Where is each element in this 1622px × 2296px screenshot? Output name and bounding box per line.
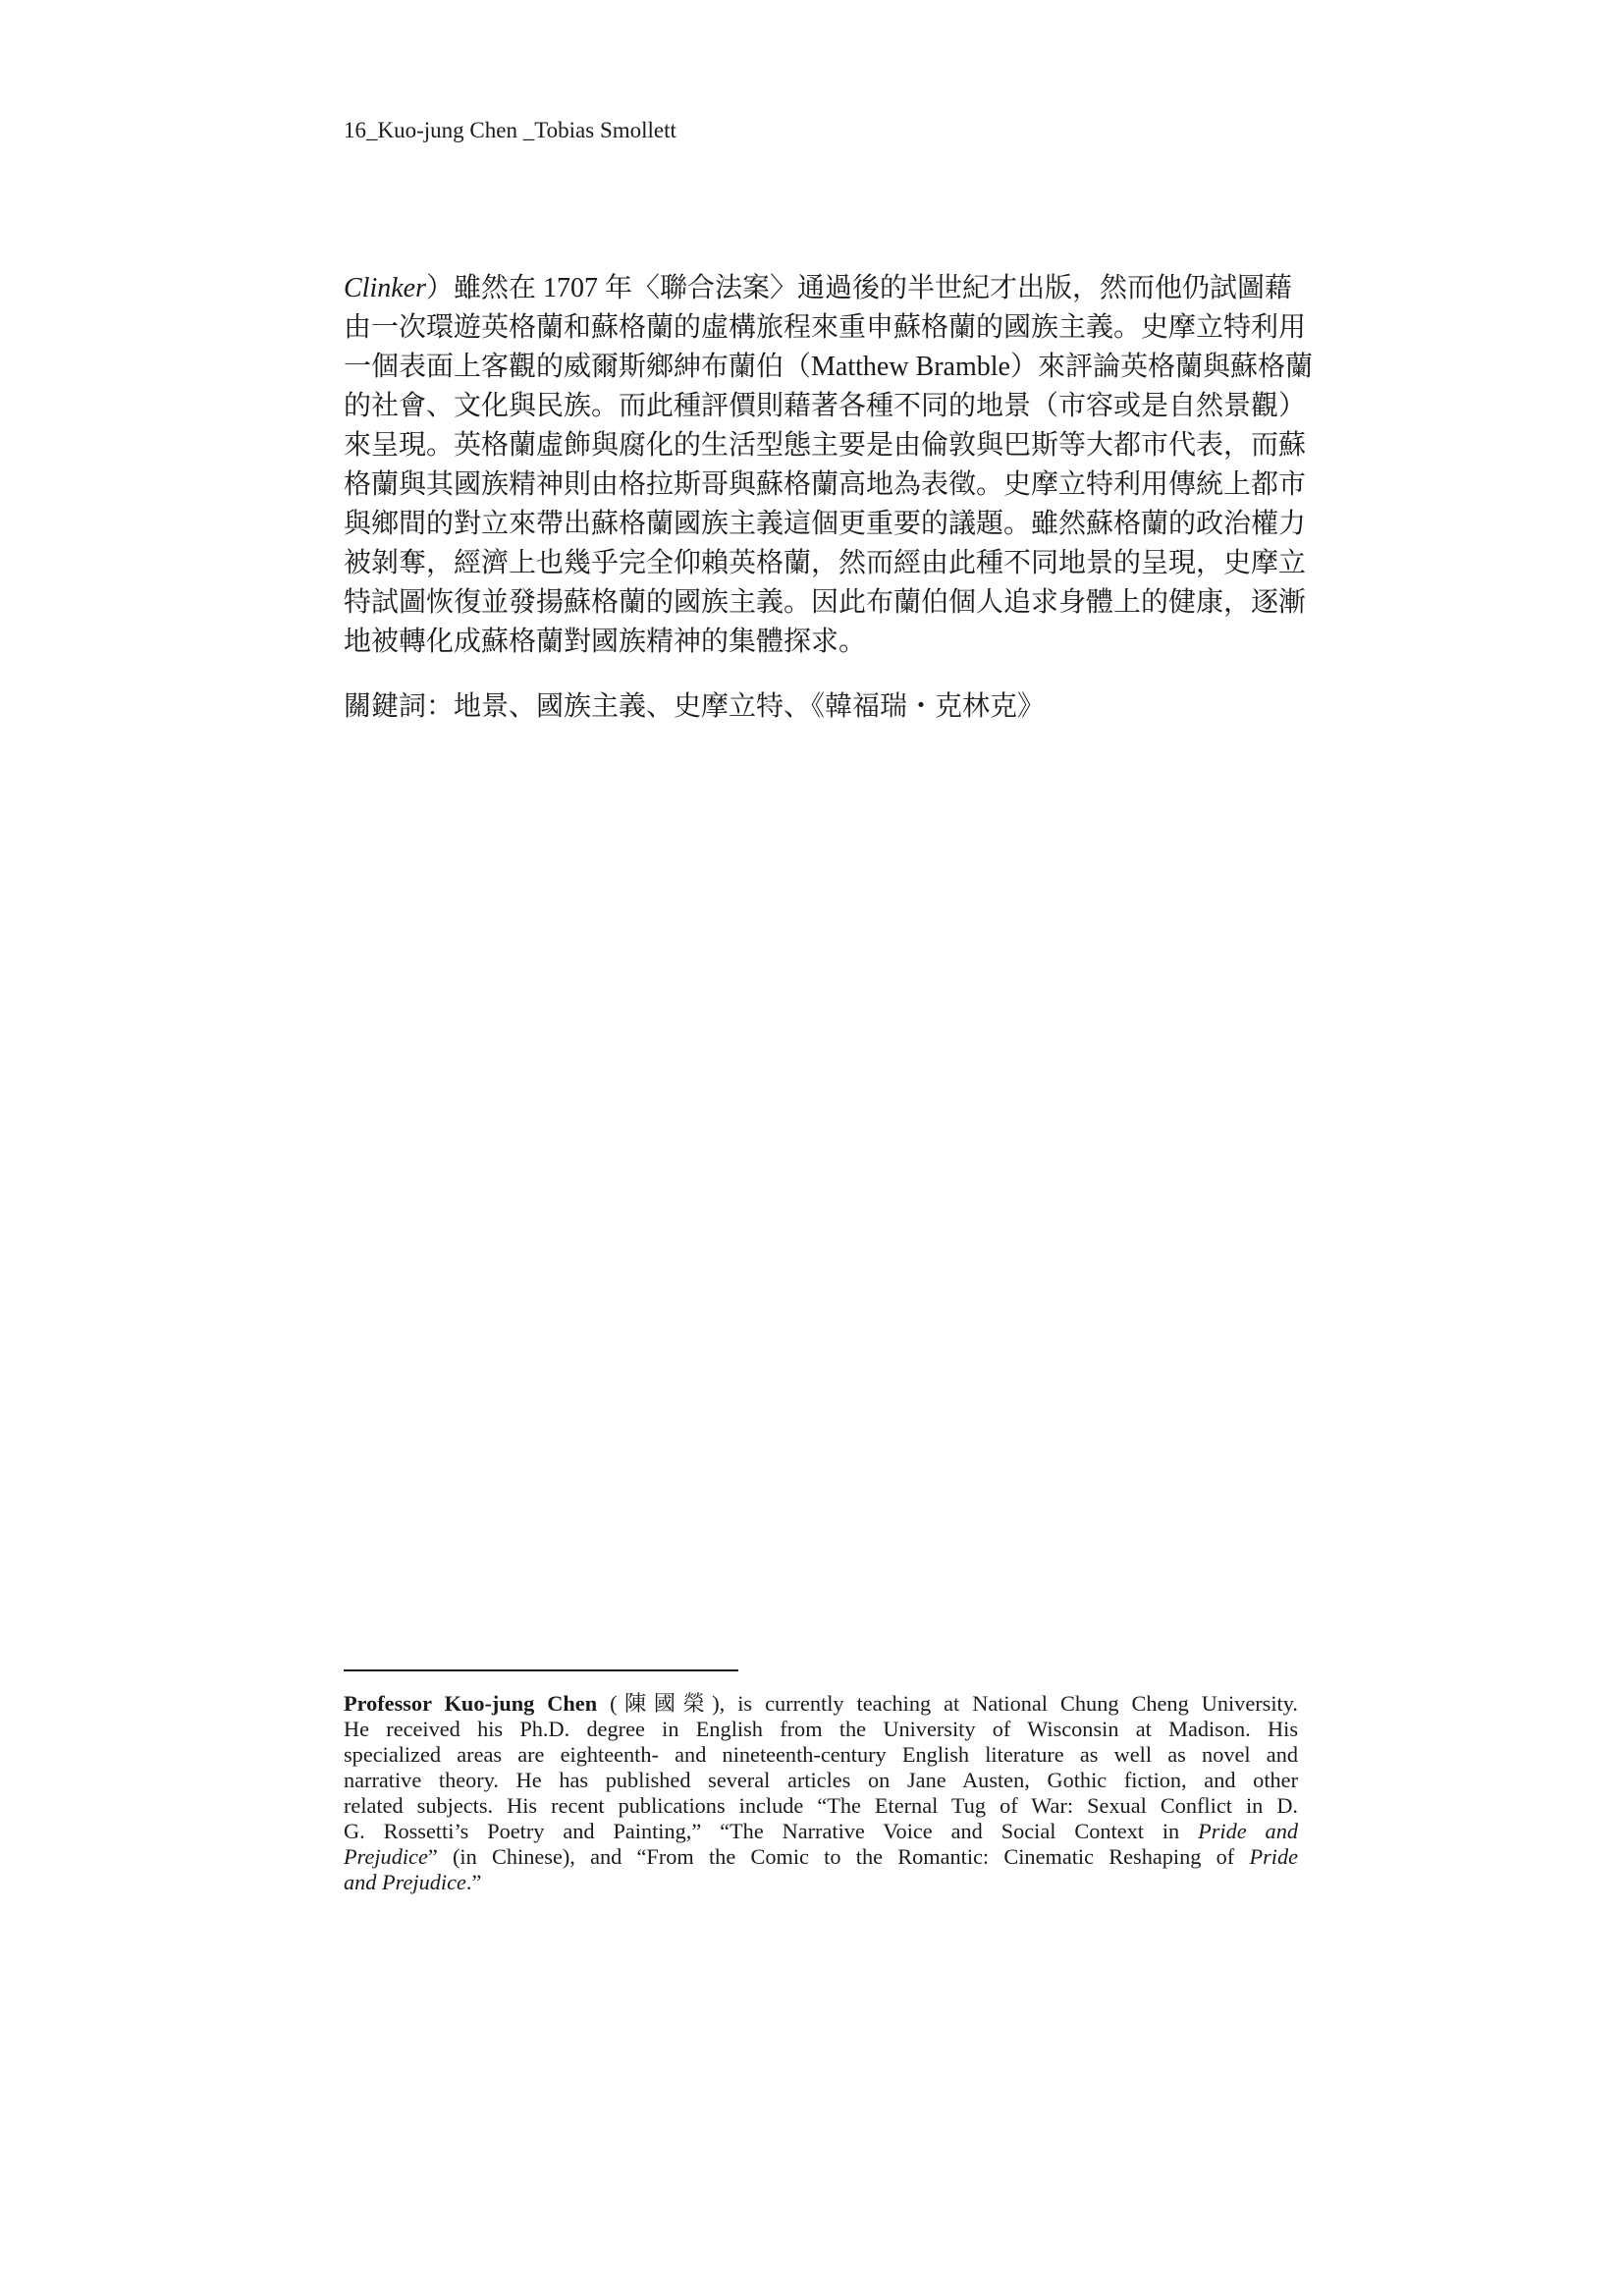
abstract-line-5: 來呈現。英格蘭虛飾與腐化的生活型態主要是由倫敦與巴斯等大都市代表，而蘇	[344, 430, 1307, 461]
footnote-divider	[344, 1669, 738, 1671]
footnote-line-7: Prejudice” (in Chinese), and “From the Comic to the Romantic: Cinematic Reshaping of Pride	[344, 1844, 1298, 1869]
abstract-line-8: 被剝奪，經濟上也幾乎完全仰賴英格蘭，然而經由此種不同地景的呈現，史摩立	[344, 548, 1307, 578]
footnote-line-1: Professor Kuo-jung Chen (陳國榮), is currently teaching at National Chung Cheng University.	[344, 1691, 1298, 1716]
title-pride: Pride	[1249, 1844, 1298, 1869]
abstract-line-6: 格蘭與其國族精神則由格拉斯哥與蘇格蘭高地為表徵。史摩立特利用傳統上都市	[344, 469, 1307, 500]
footnote-line-6: G. Rossetti’s Poetry and Painting,” “The Narrative Voice and Social Context in Pride and	[344, 1819, 1299, 1843]
abstract-line-3: 一個表面上客觀的威爾斯鄉紳布蘭伯（Matthew Bramble）來評論英格蘭與蘇格蘭	[344, 352, 1313, 382]
title-prejudice: Prejudice	[344, 1844, 428, 1869]
title-pride-and: Pride and	[1198, 1819, 1299, 1843]
footnote-line-3: specialized areas are eighteenth- and nineteenth-century English literature as well as novel and	[344, 1742, 1298, 1767]
keywords-line: 關鍵詞：地景、國族主義、史摩立特、《韓福瑞・克林克》	[344, 691, 1046, 722]
footnote-line-2: He received his Ph.D. degree in English from the University of Wisconsin at Madison. His	[344, 1717, 1298, 1741]
abstract-body	[344, 269, 1313, 662]
footnote-line-8: and Prejudice.”	[344, 1870, 482, 1894]
footnote-line-5: related subjects. His recent publications include “The Eternal Tug of War: Sexual Conflict in D.	[344, 1793, 1298, 1818]
author-name: Professor Kuo-jung Chen	[344, 1691, 598, 1716]
abstract-line-10: 地被轉化成蘇格蘭對國族精神的集體探求。	[344, 627, 867, 657]
abstract-line-4: 的社會、文化與民族。而此種評價則藉著各種不同的地景（市容或是自然景觀）	[344, 391, 1307, 421]
abstract-line-7: 與鄉間的對立來帶出蘇格蘭國族主義這個更重要的議題。雖然蘇格蘭的政治權力	[344, 509, 1307, 539]
author-footnote	[344, 1691, 1298, 1895]
abstract-line-9: 特試圖恢復並發揚蘇格蘭的國族主義。因此布蘭伯個人追求身體上的健康，逐漸	[344, 587, 1307, 618]
book-title-clinker: Clinker	[344, 273, 426, 303]
abstract-line-1: Clinker）雖然在 1707 年〈聯合法案〉通過後的半世紀才出版，然而他仍試圖藉	[344, 273, 1293, 303]
abstract-line-2: 由一次環遊英格蘭和蘇格蘭的虛構旅程來重申蘇格蘭的國族主義。史摩立特利用	[344, 312, 1307, 343]
title-and-prejudice: and Prejudice	[344, 1870, 466, 1894]
footnote-line-4: narrative theory. He has published several articles on Jane Austen, Gothic fiction, and other	[344, 1768, 1298, 1792]
running-head: 16_Kuo-jung Chen _Tobias Smollett	[344, 118, 676, 142]
